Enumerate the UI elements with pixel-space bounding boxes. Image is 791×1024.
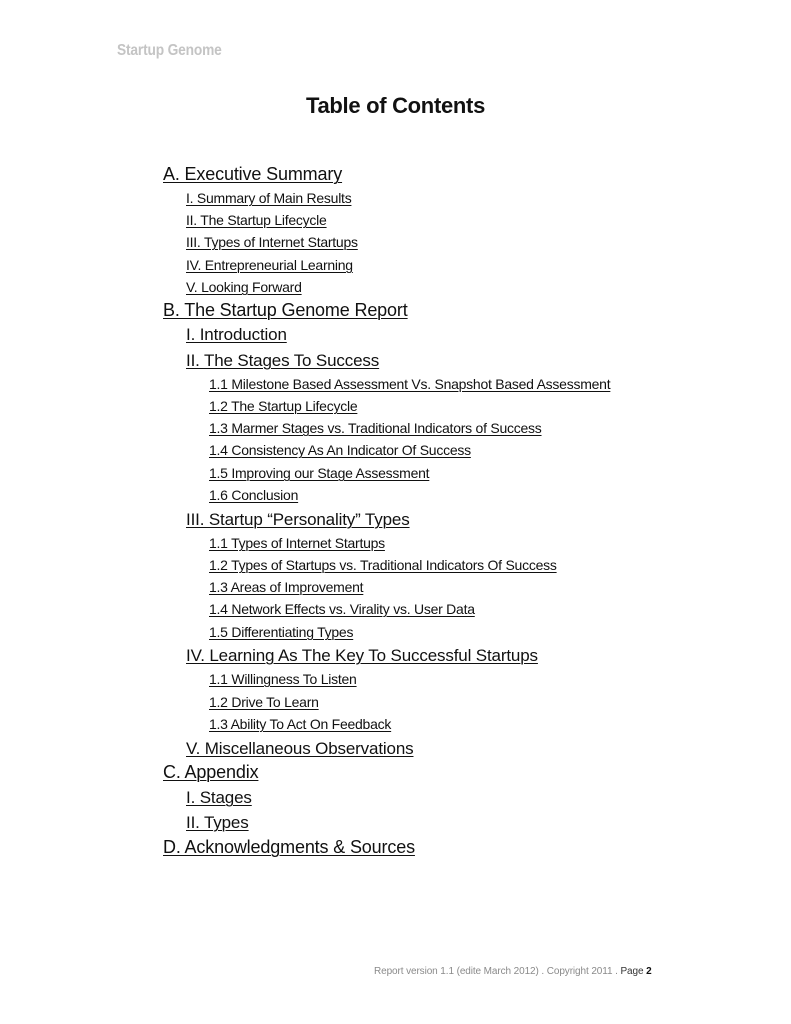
toc-item-learning-key[interactable]: IV. Learning As The Key To Successful Startups: [186, 646, 538, 665]
toc-section-acknowledgments[interactable]: D. Acknowledgments & Sources: [163, 837, 415, 857]
brand-logo-text: Startup Genome: [117, 42, 222, 59]
toc-subitem-consistency[interactable]: 1.4 Consistency As An Indicator Of Success: [209, 442, 471, 458]
toc-item-appendix-types[interactable]: II. Types: [186, 813, 249, 832]
footer-version-text: Report version 1.1 (edite March 2012) . Copyright 2011 .: [374, 966, 618, 977]
page-title: Table of Contents: [305, 93, 486, 118]
toc-item-types-internet-startups[interactable]: III. Types of Internet Startups: [186, 234, 358, 250]
toc-item-summary-main-results[interactable]: I. Summary of Main Results: [186, 190, 352, 206]
toc-item-introduction[interactable]: I. Introduction: [186, 325, 287, 344]
toc-subitem-areas-improvement[interactable]: 1.3 Areas of Improvement: [209, 579, 364, 595]
toc-item-startup-lifecycle[interactable]: II. The Startup Lifecycle: [186, 212, 327, 228]
footer-page-label: Page: [620, 966, 644, 977]
toc-item-personality-types[interactable]: III. Startup “Personality” Types: [186, 510, 410, 529]
toc-subitem-willingness-listen[interactable]: 1.1 Willingness To Listen: [209, 671, 357, 687]
toc-item-appendix-stages[interactable]: I. Stages: [186, 788, 252, 807]
toc-subitem-marmer-stages[interactable]: 1.3 Marmer Stages vs. Traditional Indicators of Success: [209, 420, 542, 436]
footer-page-number: 2: [646, 966, 652, 977]
toc-item-entrepreneurial-learning[interactable]: IV. Entrepreneurial Learning: [186, 257, 353, 273]
toc-subitem-act-feedback[interactable]: 1.3 Ability To Act On Feedback: [209, 716, 392, 732]
toc-subitem-improving-stage-assessment[interactable]: 1.5 Improving our Stage Assessment: [209, 465, 430, 481]
toc-item-misc-observations[interactable]: V. Miscellaneous Observations: [186, 739, 414, 758]
toc-subitem-conclusion[interactable]: 1.6 Conclusion: [209, 487, 299, 503]
toc-subitem-differentiating-types[interactable]: 1.5 Differentiating Types: [209, 624, 354, 640]
toc-subitem-drive-learn[interactable]: 1.2 Drive To Learn: [209, 694, 319, 710]
toc-item-looking-forward[interactable]: V. Looking Forward: [186, 279, 302, 295]
toc-subitem-types-internet-startups[interactable]: 1.1 Types of Internet Startups: [209, 535, 385, 551]
toc-subitem-types-vs-indicators[interactable]: 1.2 Types of Startups vs. Traditional Indicators Of Success: [209, 557, 557, 573]
toc-section-executive-summary[interactable]: A. Executive Summary: [163, 164, 343, 184]
toc-section-startup-genome-report[interactable]: B. The Startup Genome Report: [163, 300, 408, 320]
toc-section-appendix[interactable]: C. Appendix: [163, 762, 259, 782]
page-footer: [374, 966, 652, 977]
toc-item-stages-to-success[interactable]: II. The Stages To Success: [186, 351, 380, 370]
toc-subitem-milestone-assessment[interactable]: 1.1 Milestone Based Assessment Vs. Snapshot Based Assessment: [209, 376, 611, 392]
toc-subitem-startup-lifecycle[interactable]: 1.2 The Startup Lifecycle: [209, 398, 358, 414]
toc-subitem-network-effects[interactable]: 1.4 Network Effects vs. Virality vs. User Data: [209, 601, 475, 617]
